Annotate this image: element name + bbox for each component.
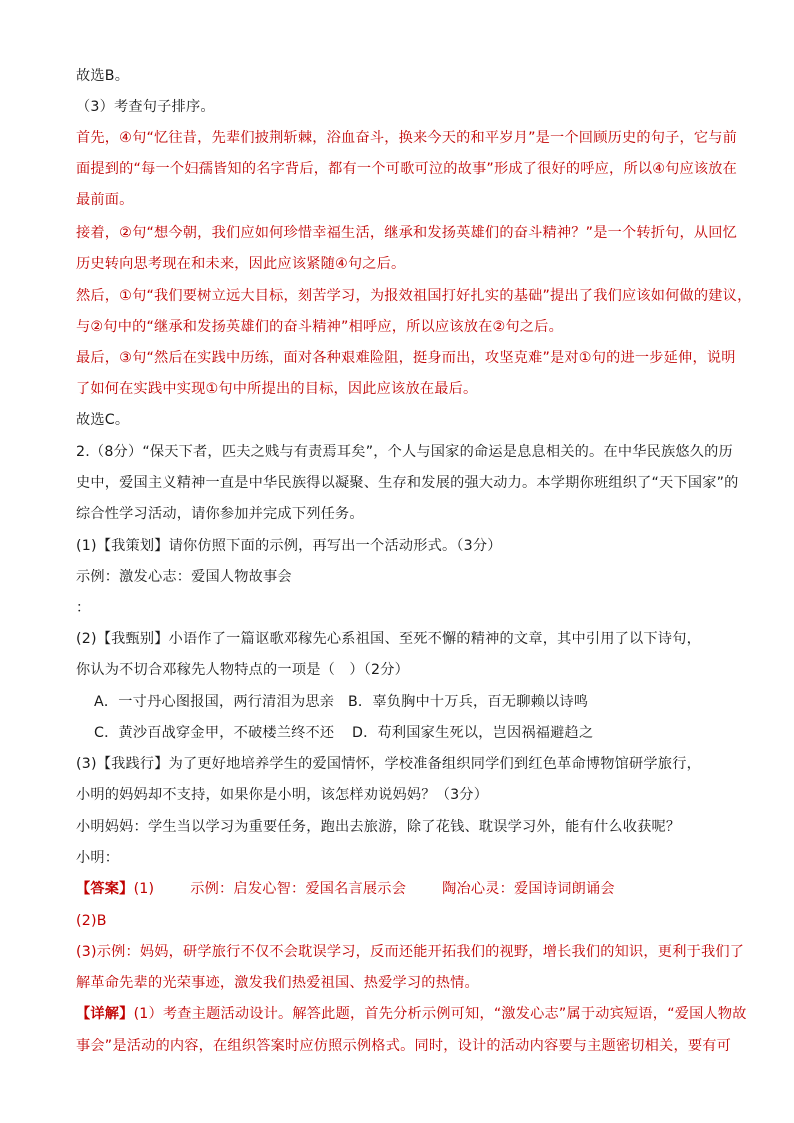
answer-2: (2)B: [76, 913, 107, 929]
dialogue-line: 小明：: [76, 850, 120, 866]
detail-text: (1）考查主题活动设计。解答此题，首先分析示例可知，“激发心志”属于动宾短语，“爱国人物故: [133, 1006, 747, 1022]
text-line: 小明的妈妈却不支持，如果你是小明，该怎样劝说妈妈？（3分）: [76, 787, 489, 803]
example-line: 示例：激发心志：爱国人物故事会: [76, 569, 292, 585]
answer-line: [76, 879, 724, 899]
text-line: 综合性学习活动，请你参加并完成下列任务。: [76, 506, 364, 522]
text-line: 你认为不切合邓稼先人物特点的一项是（ ）（2分）: [76, 662, 410, 678]
text-line: （3）考查句子排序。: [76, 99, 215, 115]
detail-tag: 【详解】: [76, 1006, 134, 1022]
text-line: 接着，②句“想今朝，我们应如何珍惜幸福生活，继承和发扬英雄们的奋斗精神？”是一个转折句，从回忆: [76, 225, 738, 241]
dialogue-line: 小明妈妈：学生当以学习为重要任务，跑出去旅游，除了花钱、耽误学习外，能有什么收获呢？: [76, 819, 681, 835]
text-line: 然后，①句“我们要树立远大目标，刻苦学习，为报效祖国打好扎实的基础”提出了我们应该如何做的建议，: [76, 288, 752, 304]
option-d: D．苟利国家生死以，岂因祸福避趋之: [352, 725, 594, 741]
text-line: 最后，③句“然后在实践中历练，面对各种艰难险阻，挺身而出，攻坚克难”是对①句的进一步延伸，说明: [76, 350, 736, 366]
subquestion-2: (2)【我甄别】小语作了一篇讴歌邓稼先心系祖国、至死不懈的精神的文章，其中引用了以下诗句，: [76, 631, 701, 647]
text-line: 最前面。: [76, 192, 134, 208]
option-a: A．一寸丹心图报国，两行清泪为思亲: [94, 694, 335, 710]
text-line: 故选C。: [76, 412, 130, 428]
text-line: 历史转向思考现在和未来，因此应该紧随④句之后。: [76, 256, 406, 272]
question-stem: 2.（8分）“保天下者，匹夫之贱与有责焉耳矣”，个人与国家的命运是息息相关的。在中华民族悠久的历: [76, 444, 733, 460]
answer-1-example-a: 示例：启发心智：爱国名言展示会: [190, 881, 407, 897]
detail-cont: 事会”是活动的内容，在组织答案时应仿照示例格式。同时，设计的活动内容要与主题密切相关，要有可: [76, 1038, 731, 1054]
text-line: 史中，爱国主义精神一直是中华民族得以凝聚、生存和发展的强大动力。本学期你班组织了“天下国家”的: [76, 475, 739, 491]
answer-tag: 【答案】: [76, 881, 134, 897]
text-line: 了如何在实践中实现①句中所提出的目标，因此应该放在最后。: [76, 381, 478, 397]
text-line: 故选B。: [76, 68, 130, 84]
option-b: B．辜负胸中十万兵，百无聊赖以诗鸣: [348, 694, 589, 710]
option-c: C．黄沙百战穿金甲，不破楼兰终不还: [94, 725, 335, 741]
text-line: 面提到的“每一个妇孺皆知的名字背后，都有一个可歌可泣的故事”形成了很好的呼应，所以④句应该放在: [76, 161, 738, 177]
subquestion-1: (1)【我策划】请你仿照下面的示例，再写出一个活动形式。（3分）: [76, 538, 502, 554]
answer-1-number: (1): [133, 881, 155, 897]
blank-line: ：: [76, 600, 91, 616]
text-line: 与②句中的“继承和发扬英雄们的奋斗精神”相呼应，所以应该放在②句之后。: [76, 319, 563, 335]
subquestion-3: (3)【我践行】为了更好地培养学生的爱国情怀，学校准备组织同学们到红色革命博物馆研学旅行，: [76, 756, 701, 772]
detail-line: [76, 1004, 747, 1024]
answer-3-cont: 解革命先辈的光荣事迹，激发我们热爱祖国、热爱学习的热情。: [76, 975, 479, 991]
answer-1-example-b: 陶冶心灵：爱国诗词朗诵会: [442, 881, 615, 897]
answer-3: (3)示例：妈妈，研学旅行不仅不会耽误学习，反而还能开拓我们的视野，增长我们的知识，更利于我们了: [76, 944, 745, 960]
text-line: 首先，④句“忆往昔，先辈们披荆斩棘，浴血奋斗，换来今天的和平岁月”是一个回顾历史的句子，它与前: [76, 130, 738, 146]
